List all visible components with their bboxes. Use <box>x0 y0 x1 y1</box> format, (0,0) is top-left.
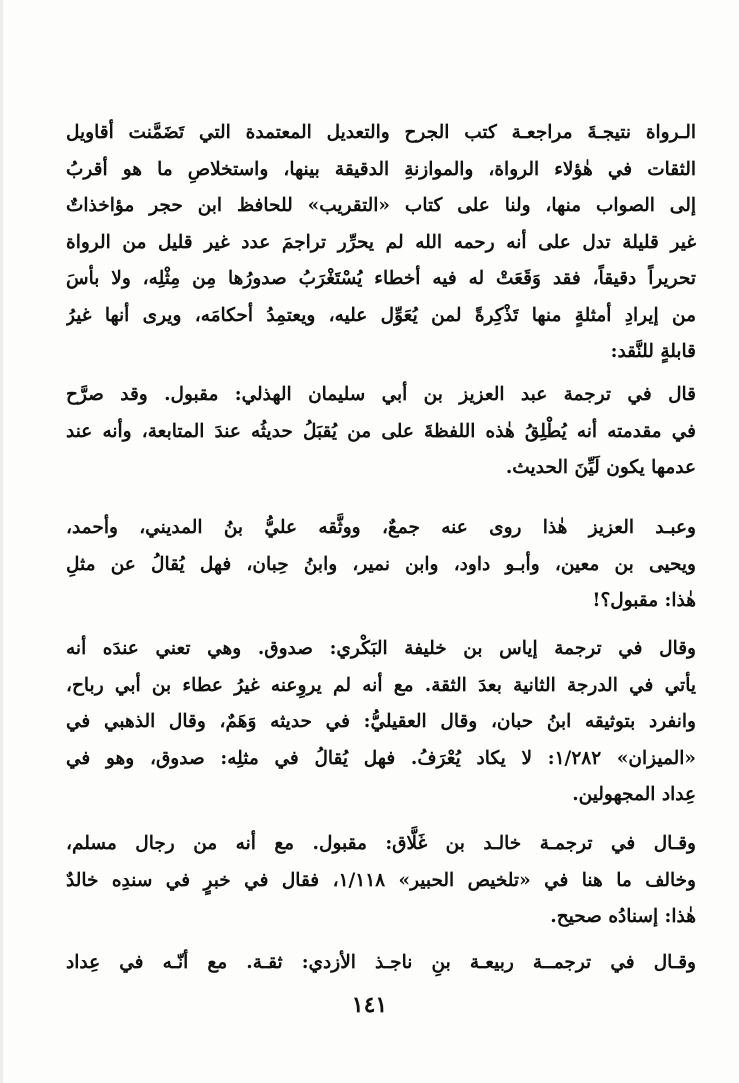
text-line: إلى الصواب منها، ولنا على كتاب «التقريب» للحافظ ابن حجر مؤاخذاتٌ <box>66 195 696 216</box>
paragraph-4 <box>66 631 696 814</box>
text-line: الـرواة نتيجـةَ مراجعـة كتب الجرح والتعديل المعتمدة التي تَضَمَّنت أقاويل <box>66 122 696 143</box>
text-line: «الميزان» ١/٢٨٢: لا يكاد يُعْرَفُ. فهل يُقالُ في مثلِه: صدوق، وهو في <box>66 747 696 769</box>
paragraph-3 <box>66 510 696 620</box>
text-line: وانفرد بتوثيقه ابنُ حبان، وقال العقيليُّ: في حديثه وَهَمٌ، وقال الذهبي في <box>66 711 696 732</box>
paragraph-1 <box>66 115 696 371</box>
page-number: ١٤١ <box>351 992 388 1018</box>
text-line: غير قليلة تدل على أنه رحمه الله لم يحرِّر تراجمَ عدد غير قليل من الرواة <box>66 231 696 253</box>
text-line: وقـال في ترجمــة ربيعـة بنِ ناجـذ الأزدي: ثقـة. مع أنّـه في عِداد <box>66 952 696 973</box>
text-line: ويحيى بن معين، وأبـو داود، وابن نمير، وابنُ حِبان، فهل يُقالُ عن مثلِ <box>66 553 696 575</box>
text-line: وقال في ترجمة إياس بن خليفة البَكْري: صدوق. وهي تعني عندَه أنه <box>66 638 696 659</box>
page-edge <box>0 0 3 1083</box>
text-line: عِداد المجهولين. <box>572 784 696 805</box>
text-line: عدمها يكون لَيِّنَ الحديث. <box>505 457 696 478</box>
text-line: قابلةٍ للنَّقد: <box>610 341 696 362</box>
text-line: من إيرادِ أمثلةٍ منها تَذْكِرةً لمن يُعَوِّل عليه، ويعتمِدُ أحكامَه، ويرى أنها غيرُ <box>66 304 696 326</box>
text-line: يأتي في الدرجة الثانية بعدَ الثقة. مع أنه لم يروِعنه غيرُ عطاء بن أبي رباح، <box>66 674 696 696</box>
paragraph-5 <box>66 826 696 936</box>
text-line: الثقات في هٰؤلاء الرواة، والموازنةِ الدقيقة بينها، واستخلاصِ ما هو أقربُ <box>66 158 696 180</box>
text-line: هٰذا: مقبول؟! <box>592 590 696 611</box>
text-line: قال في ترجمة عبد العزيز بن أبي سليمان الهذلي: مقبول. وقد صرَّح <box>66 384 696 405</box>
paragraph-2 <box>66 377 696 487</box>
paragraph-6 <box>66 945 696 982</box>
text-line: وقـال في ترجمـة خالـد بن غَلَّاق: مقبول. مع أنه من رجال مسلم، <box>66 833 696 854</box>
text-line: تحريراً دقيقاً، فقد وَقَعَتْ له فيه أخطاء يُسْتَغْرَبُ صدورُها مِن مِثْلِه، ولا بأسَ <box>66 268 696 289</box>
text-line: في مقدمته أنه يُطْلِقُ هٰذه اللفظةَ على من يُقبَلُ حديثُه عندَ المتابعة، وأنه عند <box>66 420 696 442</box>
text-line: وعبـد العزيز هٰذا روى عنه جمعٌ، ووثَّقه عليُّ بنُ المديني، وأحمد، <box>66 517 696 538</box>
text-line: وخالف ما هنا في «تلخيص الحبير» ١/١١٨، فقال في خبرٍ في سندِه خالدٌ <box>66 869 696 891</box>
text-line: هٰذا: إسنادُه صحيح. <box>550 906 696 927</box>
